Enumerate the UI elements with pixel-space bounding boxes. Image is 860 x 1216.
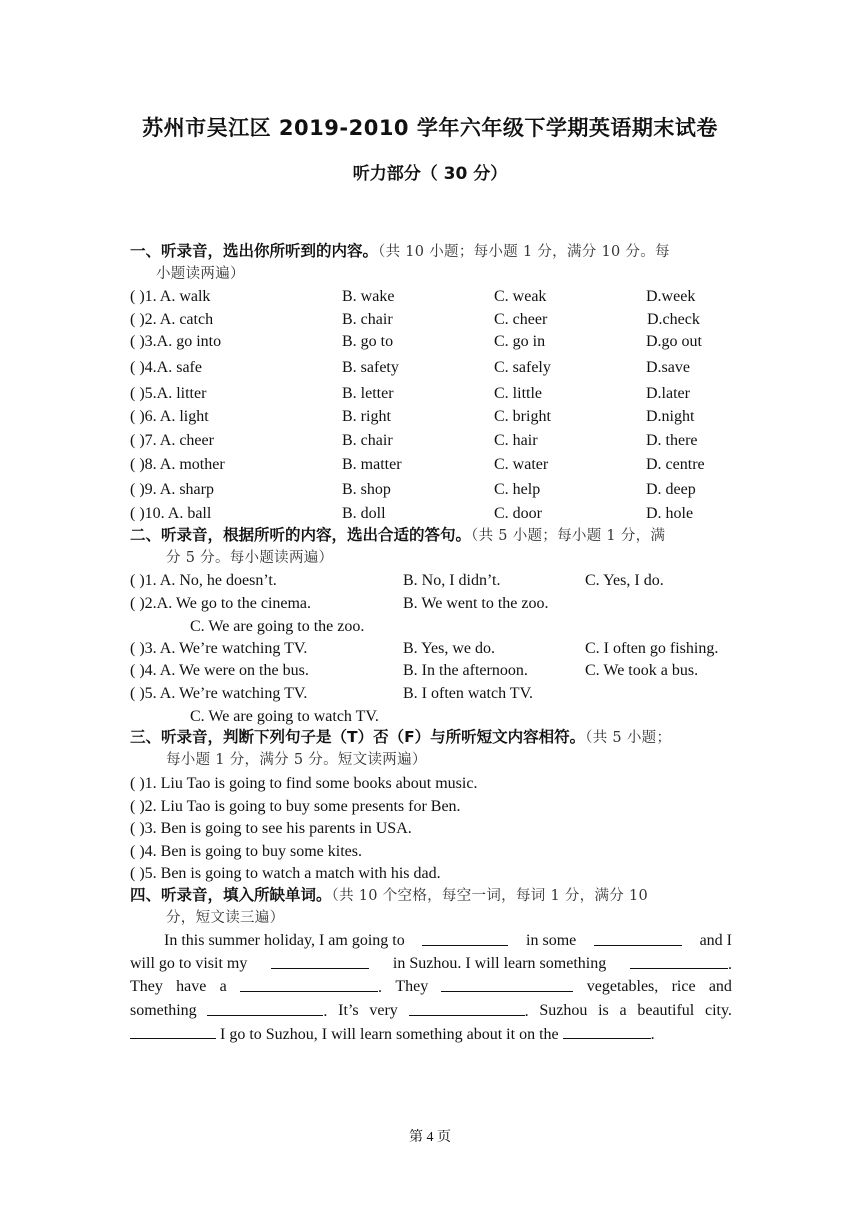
section3-note2: 每小题 1 分，满分 5 分。短文读两遍）	[166, 752, 427, 768]
passage-text: vegetables,	[586, 978, 659, 996]
section3-heading: 三、听录音，判断下列句子是（T）否（F）与所听短文内容相符。	[130, 728, 586, 746]
option-b: B. right	[342, 408, 391, 425]
section4-note2: 分，短文读三遍）	[166, 910, 285, 926]
option-d: D. centre	[646, 456, 705, 473]
option-d: D.night	[646, 408, 695, 425]
option-c: C. go in	[494, 333, 546, 350]
answer-blank[interactable]	[441, 976, 573, 992]
answer-blank[interactable]	[594, 930, 682, 946]
passage-text: will go to visit my	[130, 954, 248, 972]
option-c: C. weak	[494, 288, 547, 305]
section3-header	[130, 726, 732, 771]
option-c: C. safely	[494, 359, 551, 376]
answer-blank[interactable]	[563, 1023, 651, 1039]
option-c: C. I often go fishing.	[585, 640, 719, 657]
passage-line	[130, 930, 732, 953]
passage-text: in some	[526, 932, 577, 949]
section1-note: （共 10 小题；每小题 1 分，满分 10 分。每	[378, 244, 670, 260]
option-b: B. wake	[342, 288, 395, 305]
section2-note2: 分 5 分。每小题读两遍）	[166, 550, 334, 566]
passage-text: They	[130, 978, 163, 996]
section4-heading: 四、听录音，填入所缺单词。	[130, 886, 332, 904]
option-c: C. bright	[494, 408, 551, 425]
option-b: B. No, I didn’t.	[403, 572, 501, 589]
option-d: D.go out	[646, 333, 702, 350]
option-a: ( )3. A. We’re watching TV.	[130, 640, 308, 657]
passage-line	[130, 1023, 732, 1047]
answer-blank[interactable]	[271, 953, 369, 969]
option-b: B. chair	[342, 311, 393, 328]
option-b: B. We went to the zoo.	[403, 595, 549, 612]
passage-text: In this summer holiday, I am going to	[164, 932, 405, 949]
answer-blank[interactable]	[207, 1000, 323, 1016]
option-c: C. We are going to the zoo.	[190, 618, 365, 635]
answer-blank[interactable]	[630, 953, 728, 969]
option-b: B. doll	[342, 505, 386, 522]
option-c: C. door	[494, 505, 542, 522]
cloze-passage	[130, 930, 732, 1047]
option-c: C. We are going to watch TV.	[190, 708, 379, 725]
option-d: D. there	[646, 432, 698, 449]
option-b: B. matter	[342, 456, 402, 473]
option-d: D.week	[646, 288, 696, 305]
passage-text: and I	[699, 932, 732, 949]
passage-text: It’s	[338, 1001, 359, 1019]
question-option-a: ( )9. A. sharp	[130, 481, 214, 498]
option-c: C. little	[494, 385, 542, 402]
passage-text: .	[378, 979, 383, 997]
section3-note: （共 5 小题；	[585, 730, 672, 746]
option-c: C. water	[494, 456, 549, 473]
option-d: D. hole	[646, 505, 694, 522]
passage-line	[130, 976, 732, 1000]
page-number: 第 4 页	[409, 1130, 451, 1145]
passage-text: is	[598, 1001, 609, 1019]
question-option-a: ( )7. A. cheer	[130, 432, 214, 449]
passage-text: city.	[704, 1001, 732, 1019]
section4-header	[130, 884, 732, 929]
option-c: C. We took a bus.	[585, 662, 699, 679]
passage-text: Suzhou	[539, 1001, 588, 1019]
passage-text: They	[395, 978, 429, 996]
option-d: D. deep	[646, 481, 696, 498]
answer-blank[interactable]	[130, 1023, 216, 1039]
question-option-a: ( )5.A. litter	[130, 385, 207, 402]
passage-text: beautiful	[637, 1001, 695, 1019]
option-a: ( )4. A. We were on the bus.	[130, 662, 309, 679]
passage-text: I go to Suzhou, I will learn something about it on the	[220, 1026, 559, 1044]
option-b: B. chair	[342, 432, 393, 449]
option-a: ( )2.A. We go to the cinema.	[130, 595, 312, 612]
passage-text: in Suzhou. I will learn something	[392, 954, 607, 972]
option-d: D.save	[646, 359, 690, 376]
page-subtitle: 听力部分（ 30 分）	[352, 164, 508, 184]
passage-text: .	[524, 1002, 529, 1020]
statement-row: ( )1. Liu Tao is going to find some books about music.	[130, 775, 478, 792]
option-a: ( )5. A. We’re watching TV.	[130, 685, 308, 702]
statement-row: ( )4. Ben is going to buy some kites.	[130, 843, 362, 860]
passage-text: and	[708, 978, 732, 996]
statement-row: ( )3. Ben is going to see his parents in USA.	[130, 820, 412, 837]
option-b: B. letter	[342, 385, 394, 402]
passage-text: .	[650, 1026, 655, 1044]
option-c: C. cheer	[494, 311, 548, 328]
passage-text: have	[176, 978, 207, 996]
passage-text: very	[369, 1001, 398, 1019]
statement-row: ( )5. Ben is going to watch a match with his dad.	[130, 865, 441, 882]
question-option-a: ( )10. A. ball	[130, 505, 212, 522]
answer-blank[interactable]	[422, 930, 508, 946]
statement-row: ( )2. Liu Tao is going to buy some presents for Ben.	[130, 798, 461, 815]
passage-text: rice	[671, 978, 696, 996]
passage-text: something	[130, 1001, 197, 1019]
passage-line	[130, 953, 732, 977]
option-c: C. help	[494, 481, 541, 498]
passage-text: a	[219, 978, 227, 996]
question-option-a: ( )6. A. light	[130, 408, 209, 425]
section4-note: （共 10 个空格，每空一词，每词 1 分，满分 10	[331, 888, 649, 904]
page-title: 苏州市吴江区 2019-2010 学年六年级下学期英语期末试卷	[142, 116, 718, 140]
option-b: B. I often watch TV.	[403, 685, 534, 702]
option-d: D.check	[647, 311, 700, 328]
question-option-a: ( )4.A. safe	[130, 359, 202, 376]
option-c: C. Yes, I do.	[585, 572, 664, 589]
answer-blank[interactable]	[409, 1000, 525, 1016]
option-b: B. go to	[342, 333, 394, 350]
option-d: D.later	[646, 385, 690, 402]
passage-text: .	[728, 955, 732, 973]
section2-heading: 二、听录音，根据所听的内容，选出合适的答句。	[130, 526, 472, 544]
section1-header	[130, 240, 732, 285]
option-c: C. hair	[494, 432, 538, 449]
section1-note2: 小题读两遍）	[156, 266, 245, 282]
question-option-a: ( )3.A. go into	[130, 333, 222, 350]
section2-note: （共 5 小题；每小题 1 分，满	[471, 528, 666, 544]
passage-text: a	[619, 1001, 627, 1019]
passage-line	[130, 1000, 732, 1024]
option-b: B. Yes, we do.	[403, 640, 496, 657]
option-b: B. safety	[342, 359, 399, 376]
option-b: B. shop	[342, 481, 391, 498]
section2-header	[130, 524, 732, 569]
question-option-a: ( )2. A. catch	[130, 311, 214, 328]
passage-text: .	[323, 1002, 328, 1020]
answer-blank[interactable]	[240, 976, 378, 992]
section1-heading: 一、听录音，选出你所听到的内容。	[130, 242, 379, 260]
option-a: ( )1. A. No, he doesn’t.	[130, 572, 277, 589]
option-b: B. In the afternoon.	[403, 662, 528, 679]
question-option-a: ( )1. A. walk	[130, 288, 211, 305]
question-option-a: ( )8. A. mother	[130, 456, 225, 473]
